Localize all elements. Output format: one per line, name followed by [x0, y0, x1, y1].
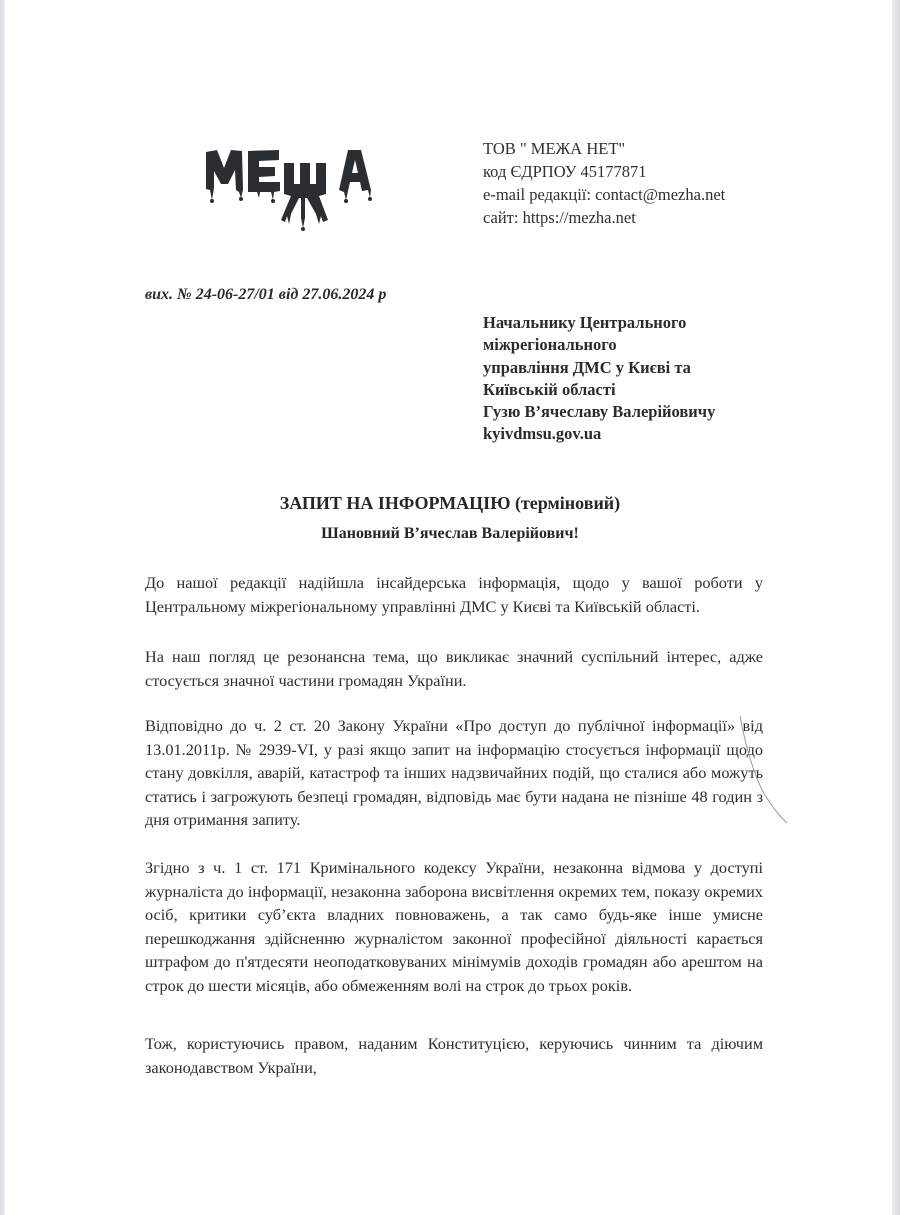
salutation: Шановний В’ячеслав Валерійович! — [321, 525, 579, 542]
addressee-website: kyivdmsu.gov.ua — [483, 424, 602, 444]
document-title-qualifier: (терміновий) — [514, 493, 621, 513]
addressee-block — [483, 312, 715, 446]
addressee-line: управління ДМС у Києві та — [483, 357, 691, 377]
company-code: код ЄДРПОУ 45177871 — [483, 162, 647, 181]
body-paragraph: Тож, користуючись правом, наданим Конституцією, керуючись чинним та діючим законодавством України, — [145, 1034, 763, 1077]
body-paragraph: Відповідно до ч. 2 ст. 20 Закону України «Про доступ до публічної інформації» від 13.01.2011р. № 2939-VI, у разі якщо запит на інформацію стосується інформації щодо стану довкілля, аварій, катастроф та інших надзвичайних подій, що сталися або можуть статись і загрожують безпеці громадян, відповідь має бути надана не пізніше 48 годин з дня отримання запиту. — [145, 716, 763, 830]
addressee-line: Гузю В’ячеславу Валерійовичу — [483, 402, 716, 422]
page-frame-right — [892, 0, 900, 1215]
document-title-main: ЗАПИТ НА ІНФОРМАЦІЮ — [279, 493, 511, 513]
company-email: e-mail редакції: contact@mezha.net — [483, 185, 726, 204]
company-details — [483, 137, 725, 229]
body-paragraph: На наш погляд це резонансна тема, що викликає значний суспільний інтерес, адже стосується значної частини громадян України. — [145, 647, 763, 690]
dripping-letters-logo-icon — [203, 140, 383, 232]
mezha-logo — [203, 140, 383, 232]
body-paragraph: До нашої редакції надійшла інсайдерська інформація, щодо у вашої роботи у Центральному міжрегіональному управлінні ДМС у Києві та Київській області. — [145, 573, 763, 616]
outgoing-reference: вих. № 24-06-27/01 від 27.06.2024 р — [145, 286, 387, 303]
document-title — [0, 493, 900, 514]
addressee-line: Начальнику Центрального — [483, 313, 687, 332]
company-name: ТОВ " МЕЖА НЕТ" — [483, 139, 626, 158]
company-site: сайт: https://mezha.net — [483, 208, 636, 227]
addressee-line: Київській області — [483, 379, 616, 399]
body-paragraph: Згідно з ч. 1 ст. 171 Кримінального кодексу України, незаконна відмова у доступі журналіста до інформації, незаконна заборона висвітлення окремих тем, показу окремих осіб, критики суб’єкта владних повноважень, а так само будь-яке інше умисне перешкоджання здійсненню журналістом законної професійної діяльності карається штрафом до п'ятдесяти неоподатковуваних мінімумів доходів громадян або арештом на строк до шести місяців, або обмеженням волі на строк до трьох років. — [145, 858, 763, 995]
addressee-line: міжрегіонального — [483, 335, 617, 355]
